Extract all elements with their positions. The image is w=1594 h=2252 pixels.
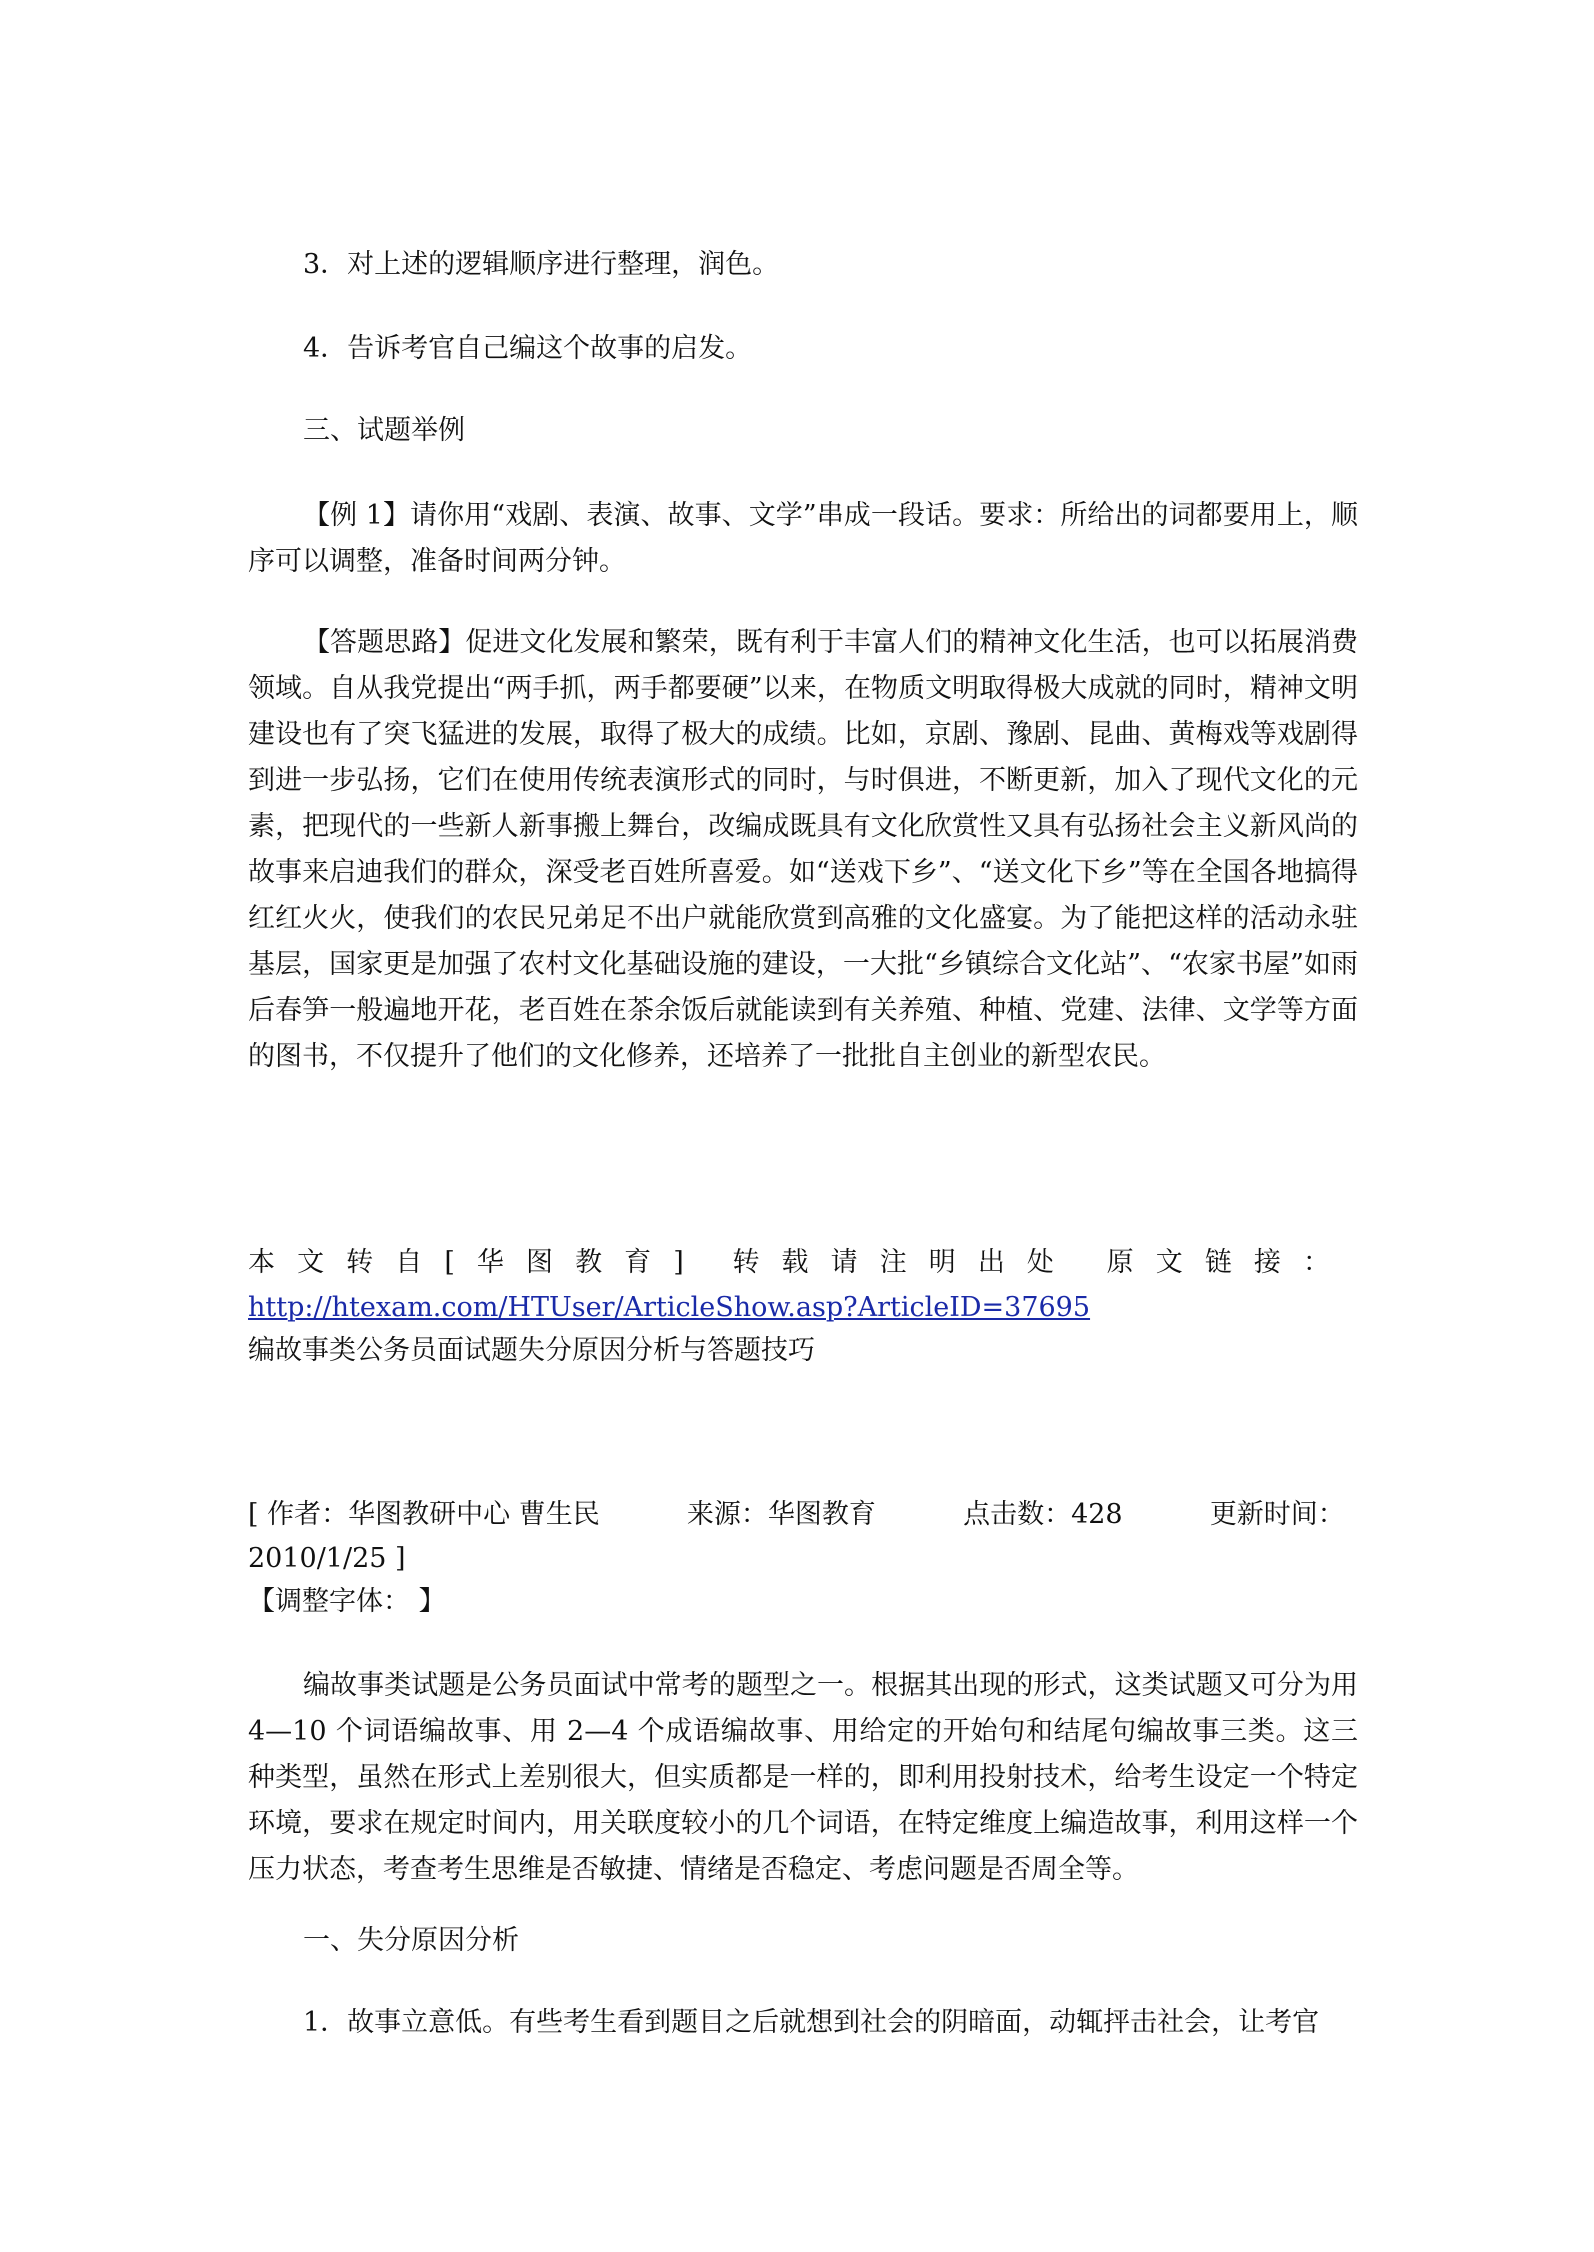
body-paragraph-1: 编故事类试题是公务员面试中常考的题型之一。根据其出现的形式，这类试题又可分为用 4—10 个词语编故事、用 2—4 个成语编故事、用给定的开始句和结尾句编故事三类。这三种类型，虽然在形式上差别很大，但实质都是一样的，即利用投射技术，给考生设定一个特定环境，要求在规定时间内，用关联度较小的几个词语，在特定维度上编造故事，利用这样一个压力状态，考查考生思维是否敏捷、情绪是否稳定、考虑问题是否周全等。 (248, 1670, 1358, 1885)
point-1-text: 1．故事立意低。有些考生看到题目之后就想到社会的阴暗面，动辄抨击社会，让考官 (303, 2007, 1320, 2038)
meta-source: 来源：华图教育 (686, 1499, 876, 1530)
source-url-link[interactable]: http://htexam.com/HTUser/ArticleShow.asp?ArticleID=37695 (248, 1292, 1091, 1323)
font-adjust-control[interactable]: 【调整字体： 】 (248, 1586, 446, 1617)
example-1-paragraph: 【例 1】请你用“戏剧、表演、故事、文学”串成一段话。要求：所给出的词都要用上，顺序可以调整，准备时间两分钟。 (248, 500, 1358, 577)
section-heading-examples: 三、试题举例 (303, 415, 465, 446)
meta-clicks: 点击数：428 (963, 1499, 1123, 1530)
step-4-text: 4．告诉考官自己编这个故事的启发。 (303, 333, 753, 364)
meta-author: [ 作者：华图教研中心 曹生民 (248, 1499, 600, 1530)
answer-paragraph: 【答题思路】促进文化发展和繁荣，既有利于丰富人们的精神文化生活，也可以拓展消费领域。自从我党提出“两手抓，两手都要硬”以来，在物质文明取得极大成就的同时，精神文明建设也有了突飞猛进的发展，取得了极大的成绩。比如，京剧、豫剧、昆曲、黄梅戏等戏剧得到进一步弘扬，它们在使用传统表演形式的同时，与时俱进，不断更新，加入了现代文化的元素，把现代的一些新人新事搬上舞台，改编成既具有文化欣赏性又具有弘扬社会主义新风尚的故事来启迪我们的群众，深受老百姓所喜爱。如“送戏下乡”、“送文化下乡”等在全国各地搞得红红火火，使我们的农民兄弟足不出户就能欣赏到高雅的文化盛宴。为了能把这样的活动永驻基层，国家更是加强了农村文化基础设施的建设，一大批“乡镇综合文化站”、“农家书屋”如雨后春笋一般遍地开花，老百姓在茶余饭后就能读到有关养殖、种植、党建、法律、文学等方面的图书，不仅提升了他们的文化修养，还培养了一批批自主创业的新型农民。 (248, 627, 1358, 1072)
source-link-line (248, 1285, 1358, 1331)
section-heading-loss-analysis: 一、失分原因分析 (303, 1925, 519, 1956)
article-title: 编故事类公务员面试题失分原因分析与答题技巧 (248, 1335, 815, 1366)
meta-updated-label: 更新时间： (1209, 1499, 1345, 1530)
source-line: 本文转自[华图教育] 转载请注明出处 原文链接： (248, 1247, 1348, 1278)
meta-updated-date: 2010/1/25 ] (248, 1543, 406, 1574)
step-3-text: 3．对上述的逻辑顺序进行整理，润色。 (303, 249, 780, 280)
article-meta-row (248, 1492, 1345, 1538)
